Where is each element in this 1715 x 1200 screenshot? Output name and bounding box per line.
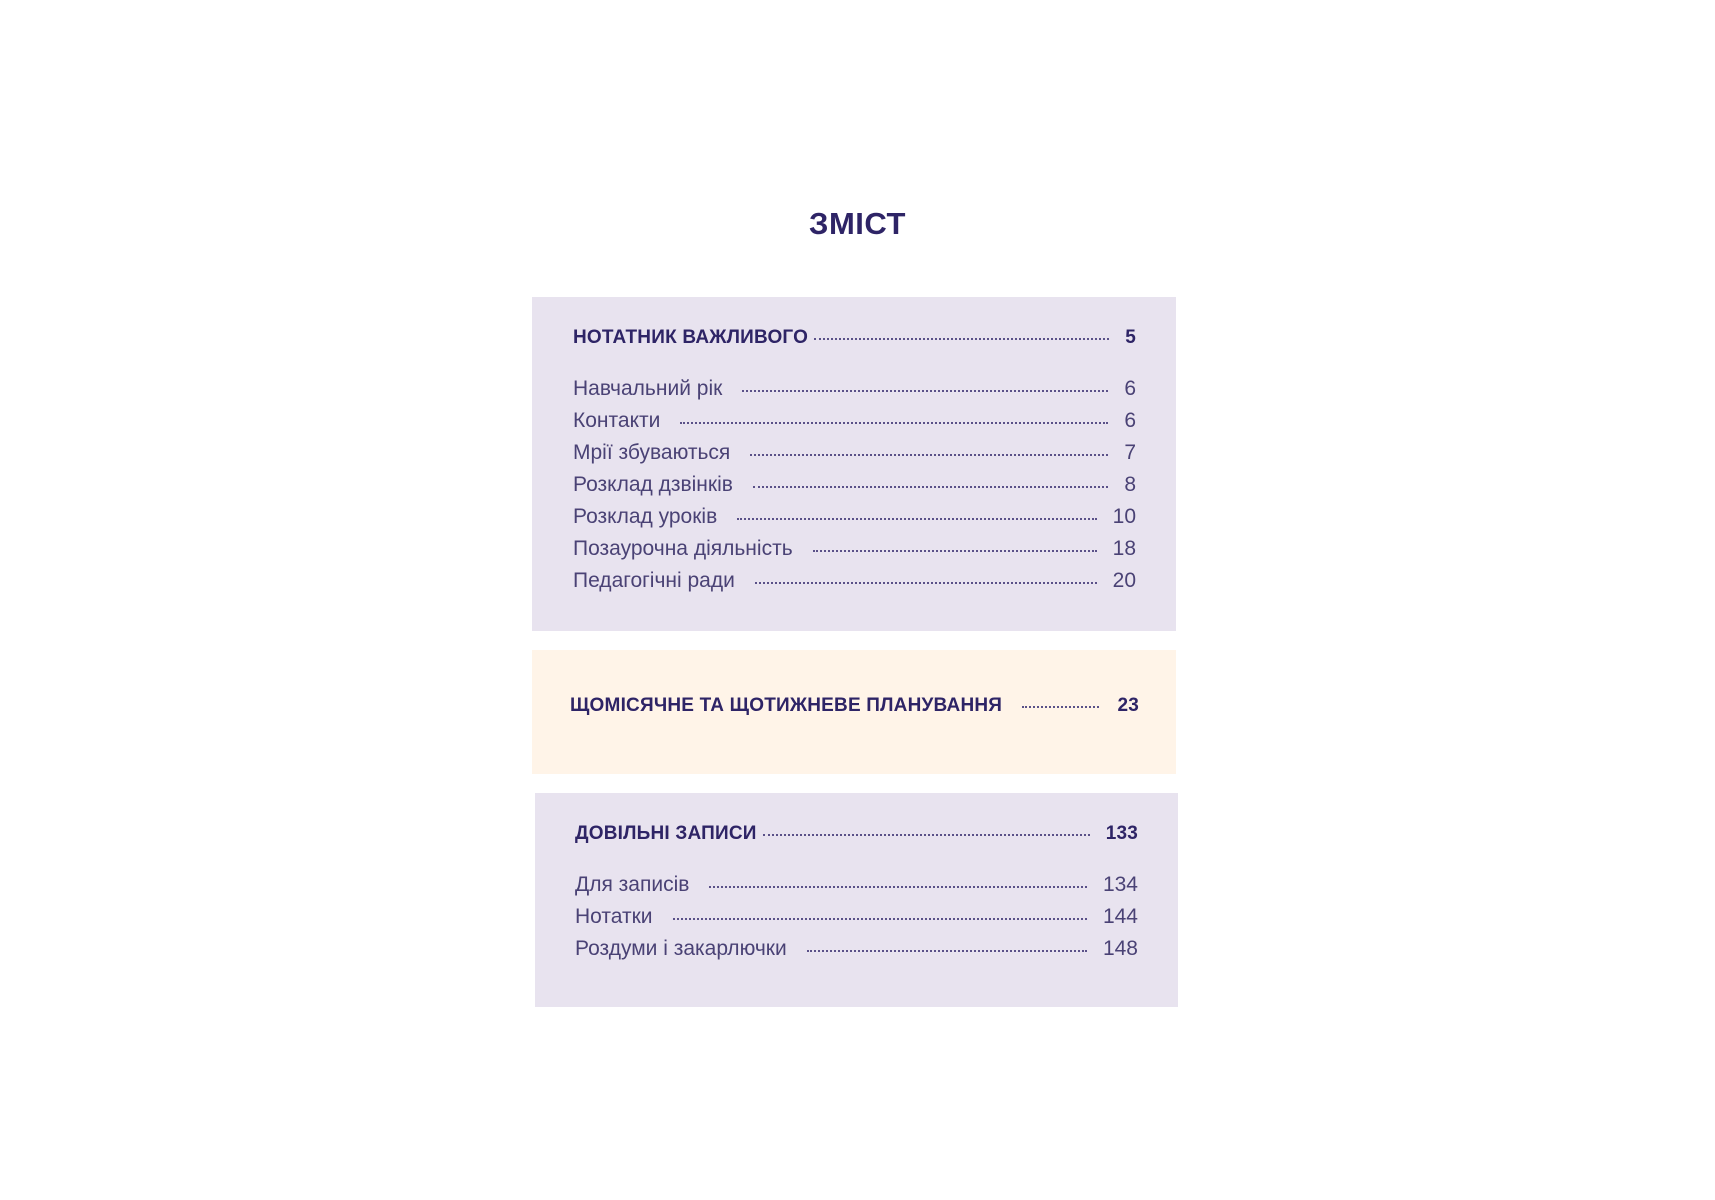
toc-heading-page-number: 5: [1125, 327, 1136, 348]
dot-leader: [755, 582, 1097, 584]
toc-heading-label: ДОВІЛЬНІ ЗАПИСИ: [575, 823, 757, 844]
toc-item-row[interactable]: [575, 937, 1138, 969]
toc-item-row[interactable]: [575, 873, 1138, 905]
toc-item-label: Розклад уроків: [573, 505, 718, 528]
toc-item-label: Позаурочна діяльність: [573, 537, 793, 560]
toc-item-page-number: 7: [1124, 441, 1136, 464]
page-title: ЗМІСТ: [809, 206, 906, 241]
dot-leader: [807, 950, 1087, 952]
toc-item-page-number: 144: [1102, 905, 1138, 928]
toc-heading-row[interactable]: [570, 695, 1139, 725]
dot-leader: [742, 390, 1108, 392]
toc-item-label: Розклад дзвінків: [573, 473, 733, 496]
toc-item-row[interactable]: [573, 441, 1136, 473]
toc-item-label: Навчальний рік: [573, 377, 723, 400]
dot-leader: [750, 454, 1108, 456]
toc-section-free-notes: [535, 793, 1178, 1007]
toc-item-row[interactable]: [573, 569, 1136, 601]
toc-item-row[interactable]: [575, 905, 1138, 937]
toc-heading-page-number: 23: [1117, 695, 1139, 716]
toc-item-page-number: 148: [1102, 937, 1138, 960]
toc-item-label: Контакти: [573, 409, 661, 432]
dot-leader: [753, 486, 1108, 488]
toc-item-row[interactable]: [573, 473, 1136, 505]
toc-item-row[interactable]: [573, 409, 1136, 441]
toc-item-row[interactable]: [573, 377, 1136, 409]
toc-item-page-number: 6: [1124, 409, 1136, 432]
toc-item-page-number: 6: [1124, 377, 1136, 400]
toc-heading-row[interactable]: [573, 327, 1136, 357]
dot-leader: [673, 918, 1087, 920]
toc-item-label: Для записів: [575, 873, 690, 896]
toc-section-planning: [532, 650, 1176, 774]
toc-item-label: Педагогічні ради: [573, 569, 735, 592]
toc-item-page-number: 8: [1124, 473, 1136, 496]
toc-section-important-notes: [532, 297, 1176, 631]
toc-item-label: Мрії збуваються: [573, 441, 731, 464]
dot-leader: [737, 518, 1096, 520]
dot-leader: [709, 886, 1087, 888]
toc-item-page-number: 134: [1102, 873, 1138, 896]
toc-item-label: Роздуми і закарлючки: [575, 937, 787, 960]
toc-item-row[interactable]: [573, 505, 1136, 537]
toc-item-label: Нотатки: [575, 905, 653, 928]
dot-leader: [1022, 706, 1099, 708]
dot-leader: [813, 550, 1097, 552]
toc-heading-label: ЩОМІСЯЧНЕ ТА ЩОТИЖНЕВЕ ПЛАНУВАННЯ: [570, 695, 1003, 716]
toc-item-page-number: 10: [1112, 505, 1136, 528]
toc-item-page-number: 18: [1112, 537, 1136, 560]
toc-item-page-number: 20: [1112, 569, 1136, 592]
dot-leader: [814, 338, 1109, 340]
toc-heading-row[interactable]: [575, 823, 1138, 853]
toc-heading-page-number: 133: [1105, 823, 1138, 844]
dot-leader: [763, 834, 1090, 836]
toc-heading-label: НОТАТНИК ВАЖЛИВОГО: [573, 327, 809, 348]
dot-leader: [680, 422, 1108, 424]
toc-item-row[interactable]: [573, 537, 1136, 569]
